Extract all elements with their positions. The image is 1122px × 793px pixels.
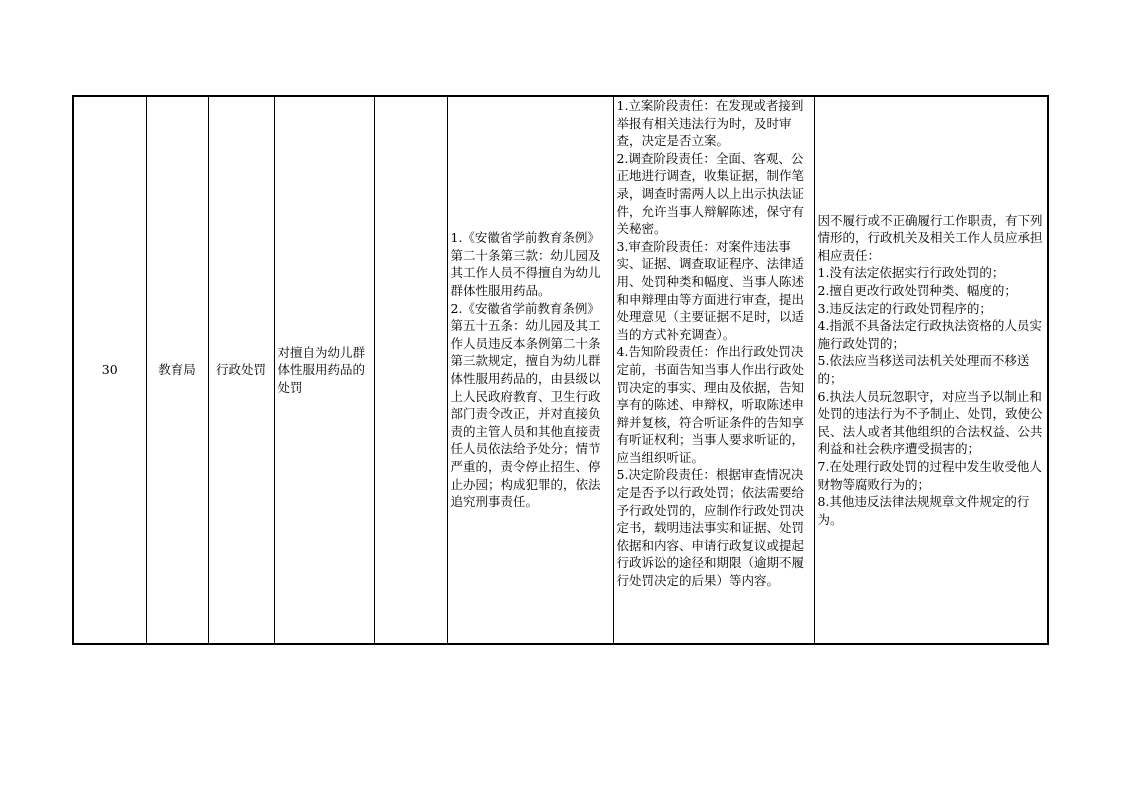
responsibility-paragraph: 5.决定阶段责任：根据审查情况决定是否予以行政处罚；依法需要给予行政处罚的，应制作行政处罚决定书，载明违法事实和证据、处罚依据和内容、申请行政复议或提起行政诉讼的途径和期限（逾期不履行处罚决定的后果）等内容。 — [616, 467, 805, 589]
accountability-text — [818, 212, 1045, 529]
accountability-cell — [814, 96, 1048, 644]
row-number-cell — [73, 96, 146, 644]
basis-text — [451, 229, 610, 511]
legal-basis-cell — [447, 96, 613, 644]
accountability-paragraph: 3.违反法定的行政处罚程序的； — [817, 300, 992, 316]
accountability-paragraph: 8.其他违反法律法规规章文件规定的行为。 — [817, 494, 1030, 527]
category-cell — [208, 96, 274, 644]
responsibility-paragraph: 1.立案阶段责任：在发现或者接到举报有相关违法行为时，及时审查，决定是否立案。 — [616, 98, 804, 149]
responsibility-paragraph: 3.审查阶段责任：对案件违法事实、证据、调查取证程序、法律适用、处罚种类和幅度、当事人陈述和申辩理由等方面进行审查，提出处理意见（主要证据不足时，以适当的方式补充调查）。 — [616, 238, 805, 342]
responsibility-text — [617, 97, 811, 643]
responsibility-cell — [613, 96, 814, 644]
sub-item-cell — [374, 96, 447, 644]
accountability-paragraph: 1.没有法定依据实行行政处罚的； — [817, 265, 1005, 281]
basis-paragraph: 2.《安徽省学前教育条例》第五十五条：幼儿园及其工作人员违反本条例第二十条第三款规定，擅自为幼儿群体性服用药品的，由县级以上人民政府教育、卫生行政部门责令改正，并对直接负责的主管人员和其他直接责任人员依法给予处分；情节严重的，责令停止招生、停止办园；构成犯罪的，依法追究刑事责任。 — [450, 300, 601, 510]
table-row — [73, 96, 1048, 644]
accountability-paragraph: 2.擅自更改行政处罚种类、幅度的； — [817, 283, 1017, 299]
category-text: 行政处罚 — [215, 362, 266, 378]
row-number: 30 — [101, 362, 118, 378]
accountability-paragraph: 5.依法应当移送司法机关处理而不移送的； — [817, 353, 1030, 386]
item-name-cell — [274, 96, 374, 644]
responsibility-paragraph: 4.告知阶段责任：作出行政处罚决定前，书面告知当事人作出行政处罚决定的事实、理由及依据，告知享有的陈述、申辩权，听取陈述申辩并复核，符合听证条件的告知享有听证权利；当事人要求听证的，应当组织听证。 — [616, 344, 805, 465]
accountability-paragraph: 4.指派不具备法定行政执法资格的人员实施行政处罚的； — [817, 318, 1042, 351]
department-cell — [146, 96, 208, 644]
authority-list-table — [72, 95, 1049, 645]
department-text: 教育局 — [158, 362, 196, 378]
responsibility-paragraph: 2.调查阶段责任：全面、客观、公正地进行调查，收集证据，制作笔录，调查时需两人以上出示执法证件，允许当事人辩解陈述，保守有关秘密。 — [616, 150, 805, 237]
basis-paragraph: 1.《安徽省学前教育条例》第二十条第三款：幼儿园及其工作人员不得擅自为幼儿群体性服用药品。 — [450, 230, 601, 299]
item-name-text: 对擅自为幼儿群体性服用药品的处罚 — [277, 344, 366, 395]
accountability-paragraph: 因不履行或不正确履行工作职责，有下列情形的，行政机关及相关工作人员应承担相应责任： — [817, 212, 1043, 263]
accountability-paragraph: 7.在处理行政处罚的过程中发生收受他人财物等腐败行为的； — [817, 458, 1042, 492]
accountability-paragraph: 6.执法人员玩忽职守，对应当予以制止和处罚的违法行为不予制止、处罚，致使公民、法人或者其他组织的合法权益、公共利益和社会秩序遭受损害的； — [817, 388, 1043, 457]
